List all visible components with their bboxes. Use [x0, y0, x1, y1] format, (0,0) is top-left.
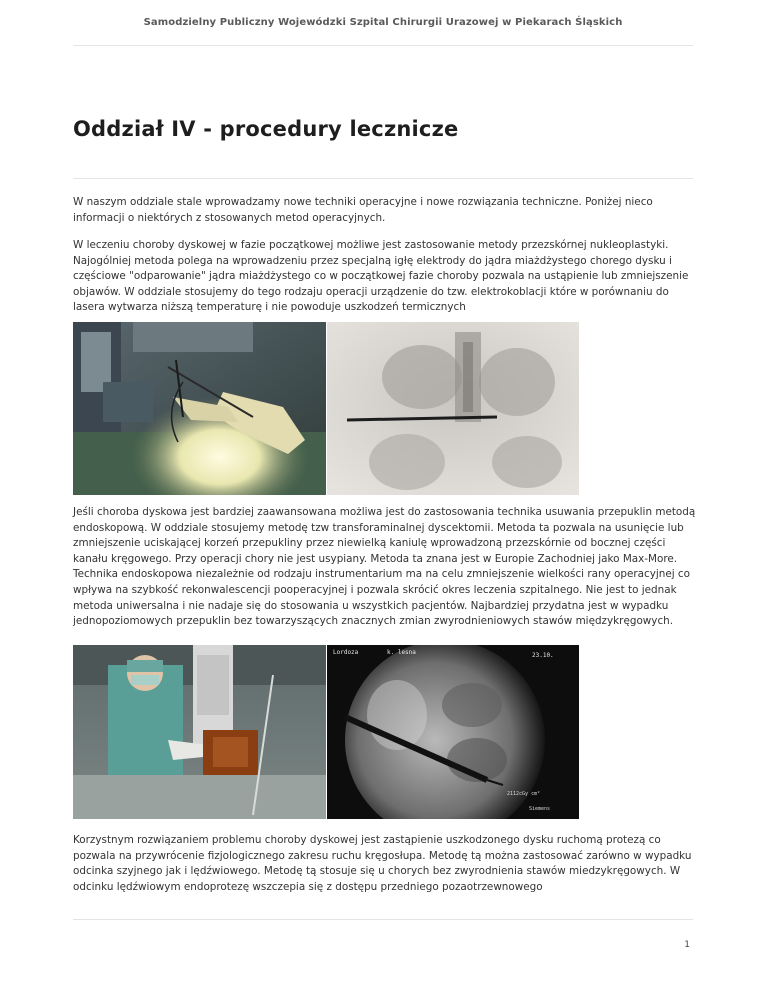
title-divider — [73, 178, 693, 179]
intro-paragraph: W naszym oddziale stale wprowadzamy nowe techniki operacyjne i nowe rozwiązania techniczne. Poniżej nieco informacji o niektórych z stosowanych metod operacyjnych. — [73, 196, 653, 224]
nucleoplasty-surgery-photo — [73, 322, 326, 495]
endoscopic-fluoroscopy-image — [327, 645, 579, 819]
fluoro-label-top-left: Lordoza — [333, 649, 359, 656]
nucleoplasty-xray-image — [327, 322, 579, 495]
disc-prosthesis-paragraph: Korzystnym rozwiązaniem problemu choroby dyskowej jest zastąpienie uszkodzonego dysku ruchomą protezą co pozwala na przywrócenie fizjologicznego zakresu ruchu kręgosłupa. Metodę tą można zastosować zarówno w wypadku odcinka szyjnego jak i lędźwiowego. Metodę tą stosuje się u chorych bez zwyrodnienia stawów miedzykręgowych. W odcinku lędźwiowym endoprotezę wszczepia się z dostępu przedniego pozaotrzewnowego — [73, 834, 692, 893]
page-title: Oddział IV - procedury lecznicze — [73, 117, 459, 141]
nucleoplasty-paragraph: W leczeniu choroby dyskowej w fazie początkowej możliwe jest zastosowanie metody przezskórnej nukleoplastyki. Najogólniej metoda polega na wprowadzeniu przez specjalną igłę elektrody do jądra miażdżystego chorego dysku i częściowe "odparowanie" jądra miażdżystego co w początkowej fazie choroby pozwala na ustąpienie lub zmniejszenie objawów. W oddziale stosujemy do tego rodzaju operacji urządzenie do tzw. elektrokoblacji które w porównaniu do lasera wytwarza niższą temperaturę i nie powoduje uszkodzeń termicznych — [73, 239, 689, 314]
fluoro-label-date: 23.10. — [532, 652, 554, 659]
page-number: 1 — [684, 940, 690, 950]
footer-divider — [73, 919, 693, 920]
fluoro-label-vendor: Siemens — [529, 806, 551, 812]
endoscopic-paragraph: Jeśli choroba dyskowa jest bardziej zaawansowana możliwa jest do zastosowania technika usuwania przepuklin metodą endoskopową. W oddziale stosujemy metodę tzw transforaminalnej dyscektomii. Metoda ta pozwala na usunięcie lub zmniejszenie uciskającej korzeń przepukliny przez niewielką kaniulę wprowadzoną przezskórnie od bocznej części kanału kręgowego. Przy operacji chory nie jest usypiany. Metoda ta znana jest w Europie Zachodniej jako Max-More. Technika endoskopowa niezależnie od rodzaju instrumentarium ma na celu zmniejszenie wielkości rany operacyjnej co wpływa na szybkość rekonwalescencji pooperacyjnej i pozwala skrócić okres leczenia szpitalnego. Nie jest to jednak metoda uniwersalna i nie nadaje się do stosowania u wszystkich pacjentów. Najbardziej przydatna jest w wypadku jednopoziomowych przepuklin bez towarzyszących znacznych zmian zwyrodnieniowych stawów międzykręgowych. — [73, 506, 696, 628]
fluoro-label-dose: 2112cGy cm² — [507, 791, 541, 797]
header-divider — [73, 45, 693, 46]
endoscopic-surgery-photo — [73, 645, 326, 819]
fluoro-label-top-mid: k. lesna — [387, 649, 416, 656]
hospital-name-header: Samodzielny Publiczny Wojewódzki Szpital Chirurgii Urazowej w Piekarach Śląskich — [143, 17, 623, 28]
